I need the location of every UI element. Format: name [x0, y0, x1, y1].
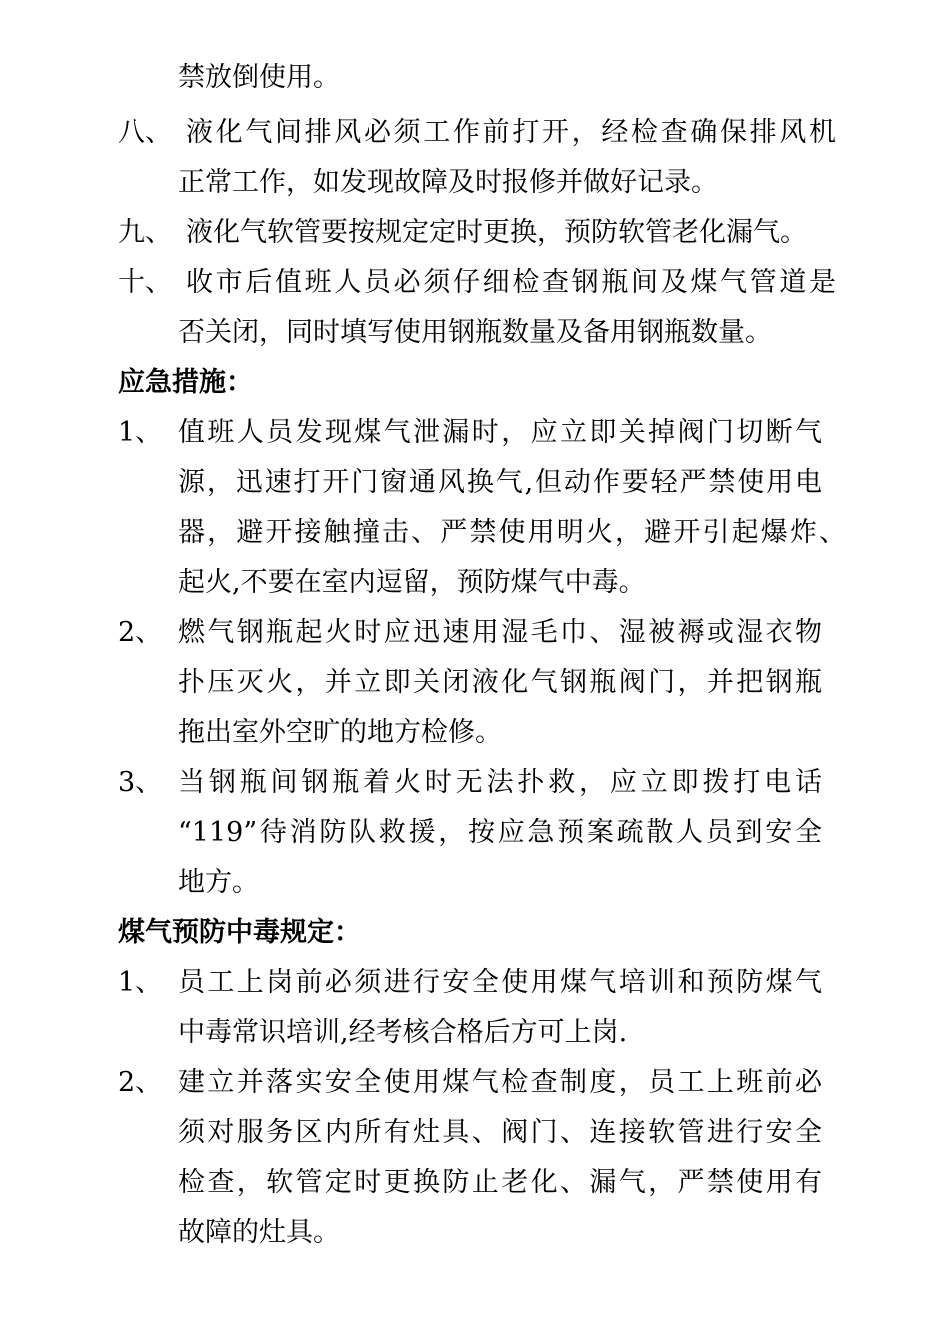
emergency-3-line-1: 当钢瓶间钢瓶着火时无法扑救，应立即拨打电话 — [178, 767, 822, 798]
emergency-1-marker: 1、 — [118, 417, 163, 448]
rule-8-marker: 八、 — [118, 117, 172, 148]
prevention-2-line-3: 检查，软管定时更换防止老化、漏气，严禁使用有 — [178, 1167, 822, 1198]
emergency-2-line-2: 扑压灭火，并立即关闭液化气钢瓶阀门，并把钢瓶 — [178, 667, 822, 698]
emergency-1-line-2: 源，迅速打开门窗通风换气,但动作要轻严禁使用电 — [178, 467, 822, 498]
rule-9-line-1: 液化气软管要按规定定时更换，预防软管老化漏气。 — [186, 217, 807, 248]
rule-8-line-2: 正常工作，如发现故障及时报修并做好记录。 — [178, 167, 718, 198]
rule-10-line-1: 收市后值班人员必须仔细检查钢瓶间及煤气管道是 — [186, 267, 836, 298]
section-heading-emergency: 应急措施： — [118, 367, 253, 398]
emergency-2-line-3: 拖出室外空旷的地方检修。 — [178, 717, 502, 748]
emergency-3-line-3: 地方。 — [178, 867, 259, 898]
prevention-2-marker: 2、 — [118, 1067, 163, 1098]
emergency-1-line-4: 起火,不要在室内逗留，预防煤气中毒。 — [178, 567, 646, 598]
emergency-2-marker: 2、 — [118, 617, 163, 648]
prevention-2-line-1: 建立并落实安全使用煤气检查制度，员工上班前必 — [178, 1067, 822, 1098]
emergency-1-line-1: 值班人员发现煤气泄漏时，应立即关掉阀门切断气 — [178, 417, 822, 448]
rule-10-line-2: 否关闭，同时填写使用钢瓶数量及备用钢瓶数量。 — [178, 317, 772, 348]
emergency-3-marker: 3、 — [118, 767, 163, 798]
prevention-2-line-2: 须对服务区内所有灶具、阀门、连接软管进行安全 — [178, 1117, 822, 1148]
rule-8-line-1: 液化气间排风必须工作前打开，经检查确保排风机 — [186, 117, 836, 148]
emergency-2-line-1: 燃气钢瓶起火时应迅速用湿毛巾、湿被褥或湿衣物 — [178, 617, 822, 648]
rule-10-marker: 十、 — [118, 267, 172, 298]
section-heading-gas-poisoning-prevention: 煤气预防中毒规定： — [118, 917, 361, 948]
rule-9-marker: 九、 — [118, 217, 172, 248]
prevention-1-marker: 1、 — [118, 967, 163, 998]
prevention-1-line-2: 中毒常识培训,经考核合格后方可上岗. — [178, 1017, 628, 1048]
emergency-1-line-3: 器，避开接触撞击、严禁使用明火，避开引起爆炸、 — [178, 517, 846, 548]
prevention-1-line-1: 员工上岗前必须进行安全使用煤气培训和预防煤气 — [178, 967, 822, 998]
prevention-2-line-4: 故障的灶具。 — [178, 1217, 340, 1248]
rule-7-continuation: 禁放倒使用。 — [178, 62, 340, 93]
emergency-3-line-2: “119”待消防队救援，按应急预案疏散人员到安全 — [178, 817, 822, 848]
